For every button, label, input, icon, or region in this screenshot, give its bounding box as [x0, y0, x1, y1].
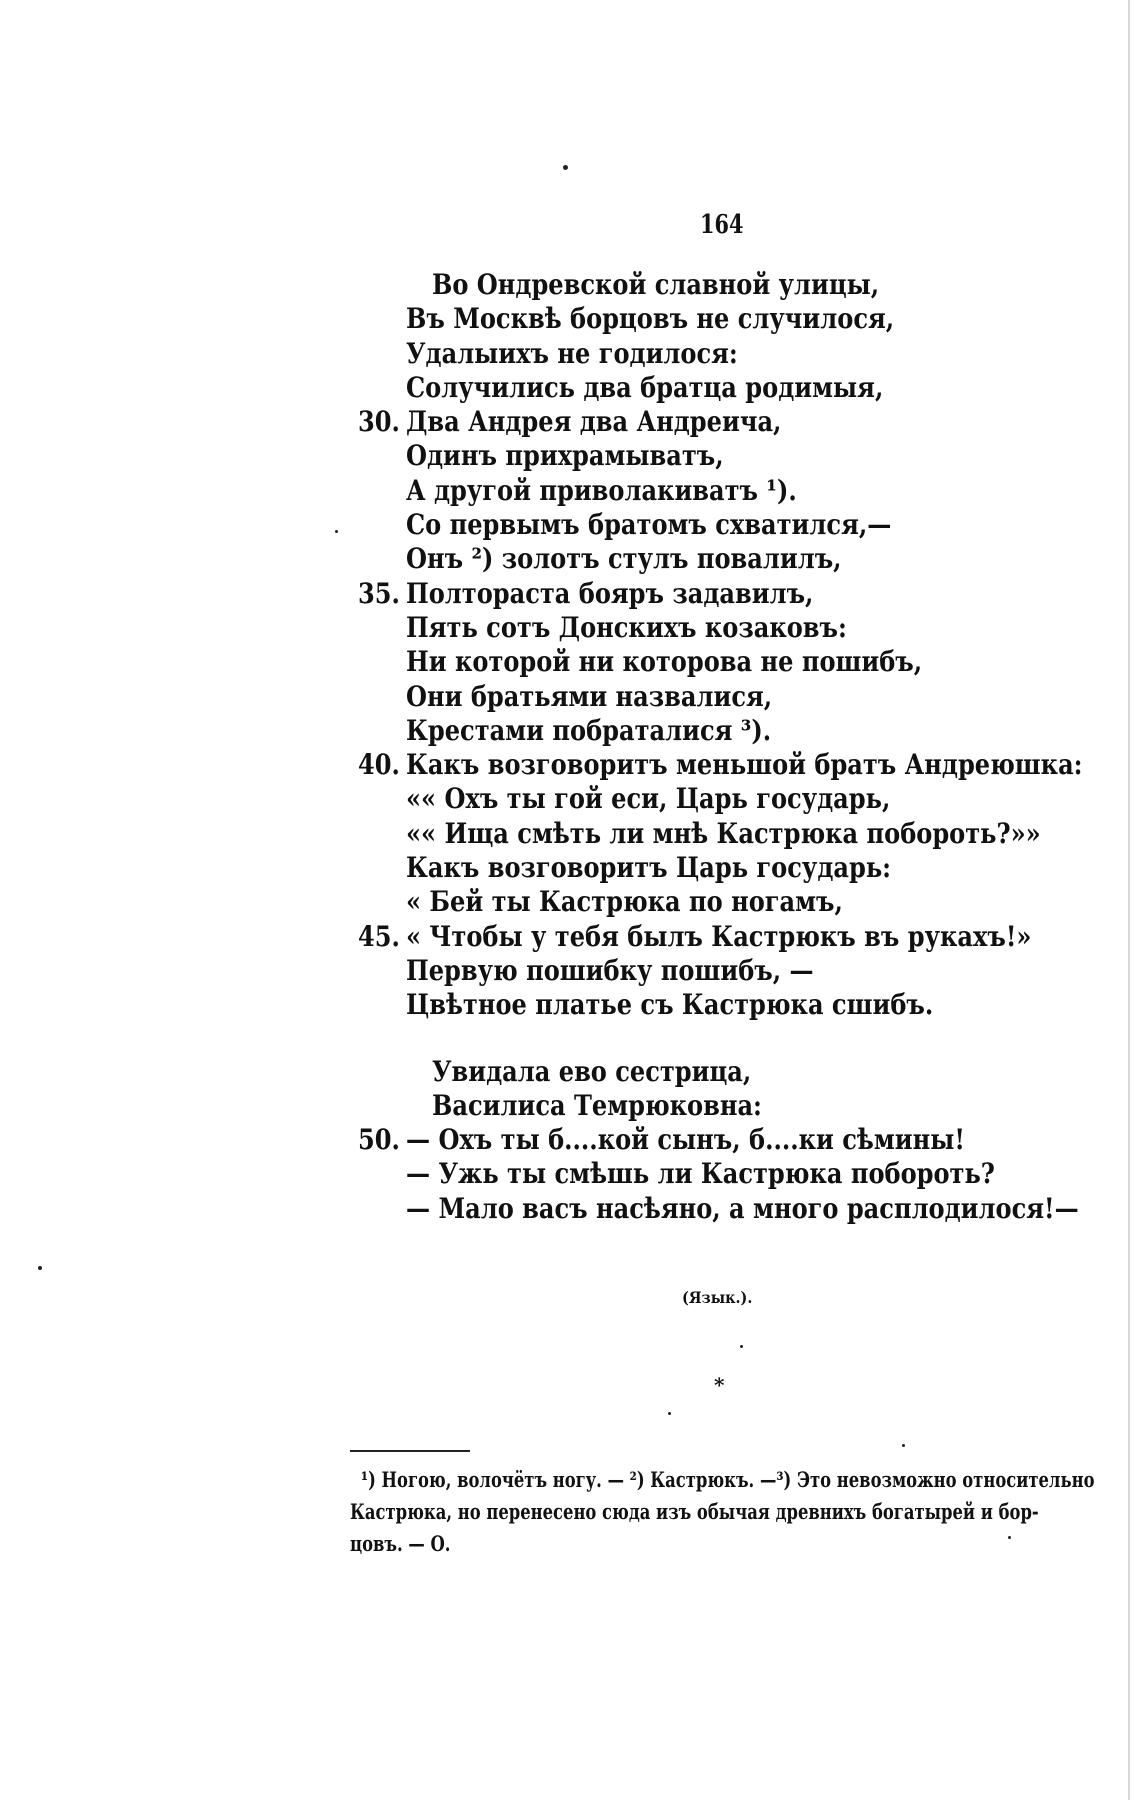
line-number: 35. [358, 576, 400, 610]
line-text: Удалыихъ не годилося: [406, 336, 738, 370]
line-text: А другой приволакиватъ ¹). [406, 473, 797, 507]
line-text: Одинъ прихрамыватъ, [406, 439, 724, 473]
dust-speck [335, 530, 338, 533]
footnote-line: ¹) Ногою, волочётъ ногу. — ²) Кастрюкъ. —³) Это невозможно относительно [360, 1467, 1095, 1492]
line-text: « Чтобы у тебя былъ Кастрюкъ въ рукахъ!» [406, 919, 1032, 953]
line-text: Ни которой ни которова не пошибъ, [406, 645, 923, 679]
line-text: Полтораста бояръ задавилъ, [406, 576, 814, 610]
poem-stanza-1 [340, 268, 1100, 1023]
line-text: — Мало васъ насѣяно, а много расплодилося!— [406, 1191, 1079, 1225]
poem-line [340, 714, 1100, 748]
line-text: Какъ возговоритъ Царь государь: [406, 851, 892, 885]
line-text: Солучились два братца родимыя, [406, 370, 884, 404]
line-text: Первую пошибку пошибъ, — [406, 953, 814, 987]
poem-body [340, 268, 1100, 1226]
line-text: — Ужь ты смѣшь ли Кастрюка побороть? [406, 1157, 995, 1191]
poem-line [340, 817, 1100, 851]
poem-line [340, 1089, 1100, 1123]
line-number: 45. [358, 919, 400, 953]
line-text: Онъ ²) золотъ стулъ повалилъ, [406, 542, 842, 576]
poem-line [340, 508, 1100, 542]
stanza-gap [340, 1023, 1100, 1055]
line-text: Какъ возговоритъ меньшой братъ Андреюшка: [406, 748, 1083, 782]
line-text: Во Ондревской славной улицы, [432, 268, 880, 301]
page-edge-line [1128, 0, 1130, 1800]
line-text: Увидала ево сестрица, [432, 1054, 752, 1088]
footnotes [350, 1464, 1110, 1560]
dust-speck [38, 1266, 42, 1270]
dust-speck [563, 165, 568, 170]
line-text: « Бей ты Кастрюка по ногамъ, [406, 885, 843, 919]
poem-line [340, 371, 1100, 405]
dust-speck [740, 1345, 743, 1348]
line-text: Они братьями назвалися, [406, 679, 773, 713]
poem-line [340, 1123, 1100, 1157]
poem-line [340, 405, 1100, 439]
source-note: (Язык.). [682, 1288, 753, 1307]
poem-line [340, 1192, 1100, 1226]
poem-line [340, 611, 1100, 645]
line-text: Крестами побраталися ³). [406, 713, 772, 747]
poem-stanza-2 [340, 1055, 1100, 1226]
line-text: — Охъ ты б....кой сынъ, б....ки сѣмины! [406, 1123, 965, 1157]
poem-line [340, 474, 1100, 508]
line-number: 30. [358, 405, 400, 439]
poem-line [340, 680, 1100, 714]
poem-line [340, 577, 1100, 611]
poem-line [340, 885, 1100, 919]
poem-line [340, 302, 1100, 336]
line-number: 50. [358, 1123, 400, 1157]
footnote-line: цовъ. — О. [350, 1531, 451, 1556]
poem-line [340, 988, 1100, 1022]
line-text: Въ Москвѣ борцовъ не случилося, [406, 302, 895, 336]
poem-line [340, 782, 1100, 816]
poem-line [340, 1157, 1100, 1191]
poem-line [340, 645, 1100, 679]
dust-speck [902, 1444, 905, 1447]
line-text: Василиса Темрюковна: [432, 1088, 762, 1122]
poem-line [340, 542, 1100, 576]
poem-line [340, 748, 1100, 782]
poem-line [340, 268, 1100, 302]
page-number: 164 [700, 210, 744, 240]
footnote-line: Кастрюка, но перенесено сюда изъ обычая древнихъ богатырей и бор- [350, 1499, 1039, 1524]
poem-line [340, 954, 1100, 988]
line-text: Два Андрея два Андреича, [406, 405, 782, 439]
footnote-rule [350, 1450, 470, 1452]
poem-line [340, 1055, 1100, 1089]
dust-speck [668, 1412, 671, 1415]
line-text: Со первымъ братомъ схватился,— [406, 508, 892, 542]
line-text: Цвѣтное платье съ Кастрюка сшибъ. [406, 988, 934, 1022]
poem-line [340, 851, 1100, 885]
line-text: «« Ища смѣть ли мнѣ Кастрюка побороть?»» [406, 816, 1041, 850]
poem-line [340, 439, 1100, 473]
poem-line [340, 337, 1100, 371]
line-text: Пять сотъ Донскихъ козаковъ: [406, 610, 847, 644]
line-number: 40. [358, 748, 400, 782]
poem-line [340, 920, 1100, 954]
line-text: «« Охъ ты гой еси, Царь государь, [406, 782, 891, 816]
section-mark: * [714, 1373, 725, 1397]
